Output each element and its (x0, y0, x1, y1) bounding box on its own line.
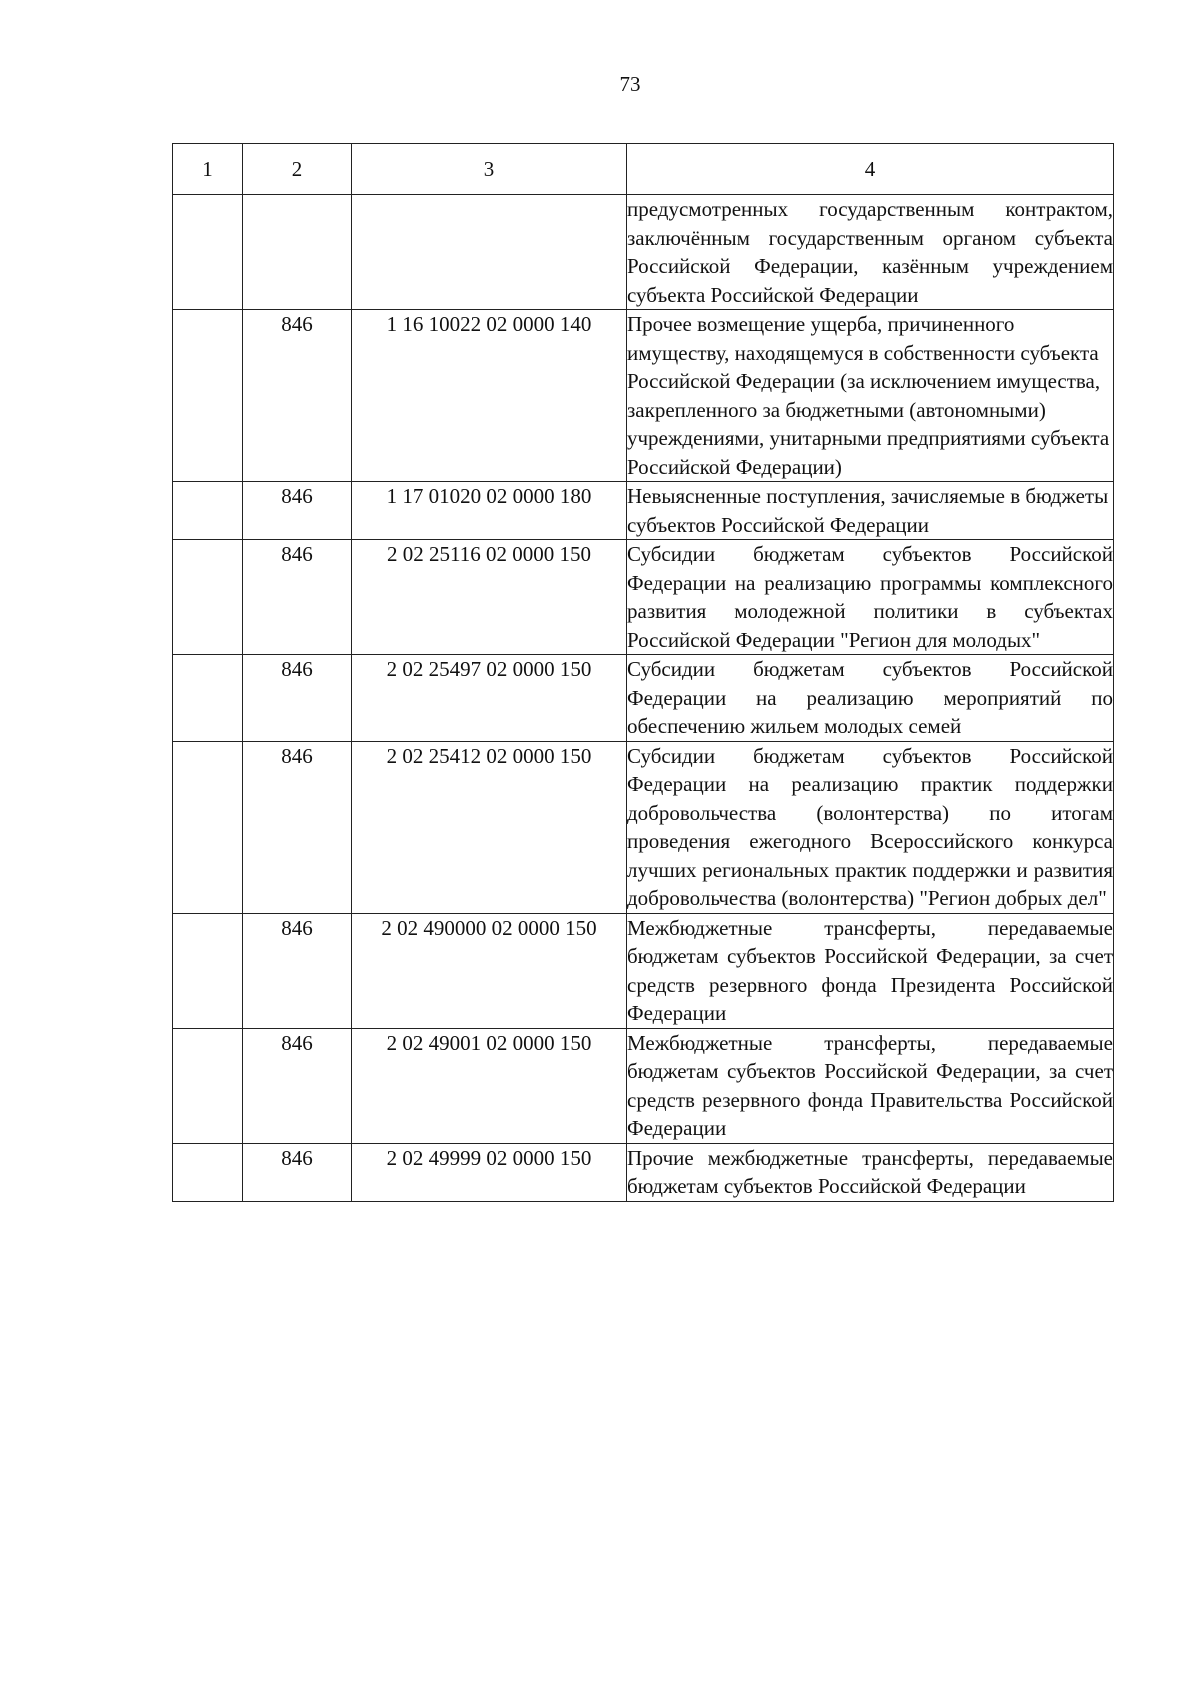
page-number: 73 (619, 72, 641, 96)
row-col-1 (173, 741, 243, 913)
budget-code: 1 16 10022 02 0000 140 (352, 310, 627, 482)
row-col-1 (173, 310, 243, 482)
table-row (173, 913, 1114, 1028)
admin-code: 846 (243, 1143, 352, 1201)
admin-code: 846 (243, 482, 352, 540)
budget-code: 2 02 49999 02 0000 150 (352, 1143, 627, 1201)
row-col-1 (173, 655, 243, 742)
admin-code: 846 (243, 1028, 352, 1143)
admin-code: 846 (243, 540, 352, 655)
header-col-2: 2 (243, 144, 352, 195)
table-row (173, 310, 1114, 482)
row-col-1 (173, 482, 243, 540)
row-col-1 (173, 913, 243, 1028)
admin-code: 846 (243, 310, 352, 482)
row-col-1 (173, 1028, 243, 1143)
budget-code: 2 02 25412 02 0000 150 (352, 741, 627, 913)
table-row (173, 1143, 1114, 1201)
row-col-1 (173, 540, 243, 655)
admin-code: 846 (243, 655, 352, 742)
table-row (173, 655, 1114, 742)
row-col-1 (173, 195, 243, 310)
revenue-description: Невыясненные поступления, зачисляемые в бюджеты субъектов Российской Федерации (627, 482, 1114, 540)
budget-code: 2 02 25497 02 0000 150 (352, 655, 627, 742)
budget-code: 2 02 49001 02 0000 150 (352, 1028, 627, 1143)
header-col-1: 1 (173, 144, 243, 195)
budget-code: 1 17 01020 02 0000 180 (352, 482, 627, 540)
revenue-description: Межбюджетные трансферты, передаваемые бюджетам субъектов Российской Федерации, за счет средств резервного фонда Президента Российской Федерации (627, 913, 1114, 1028)
revenue-description: Прочие межбюджетные трансферты, передаваемые бюджетам субъектов Российской Федерации (627, 1143, 1114, 1201)
budget-code: 2 02 25116 02 0000 150 (352, 540, 627, 655)
revenue-description: Субсидии бюджетам субъектов Российской Федерации на реализацию мероприятий по обеспечению жильем молодых семей (627, 655, 1114, 742)
admin-code (243, 195, 352, 310)
table-row (173, 1028, 1114, 1143)
revenue-description: Прочее возмещение ущерба, причиненного имуществу, находящемуся в собственности субъекта Российской Федерации (за исключением имущества, закрепленного за бюджетными (автономными) учреждениями, унитарными предприятиями субъекта Российской Федерации) (627, 310, 1114, 482)
revenue-description: Субсидии бюджетам субъектов Российской Федерации на реализацию программы комплексного развития молодежной политики в субъектах Российской Федерации "Регион для молодых" (627, 540, 1114, 655)
header-col-4: 4 (627, 144, 1114, 195)
row-col-1 (173, 1143, 243, 1201)
header-col-3: 3 (352, 144, 627, 195)
budget-code (352, 195, 627, 310)
budget-classification-table (172, 143, 1114, 1202)
budget-code: 2 02 490000 02 0000 150 (352, 913, 627, 1028)
table-row (173, 195, 1114, 310)
table-row (173, 741, 1114, 913)
table-row (173, 540, 1114, 655)
revenue-description: Межбюджетные трансферты, передаваемые бюджетам субъектов Российской Федерации, за счет средств резервного фонда Правительства Российской Федерации (627, 1028, 1114, 1143)
table-header-row (173, 144, 1114, 195)
revenue-description: Субсидии бюджетам субъектов Российской Федерации на реализацию практик поддержки добровольчества (волонтерства) по итогам проведения ежегодного Всероссийского конкурса лучших региональных практик поддержки и развития добровольчества (волонтерства) "Регион добрых дел" (627, 741, 1114, 913)
admin-code: 846 (243, 741, 352, 913)
admin-code: 846 (243, 913, 352, 1028)
revenue-description: предусмотренных государственным контрактом, заключённым государственным органом субъекта Российской Федерации, казённым учреждением субъекта Российской Федерации (627, 195, 1114, 310)
table-row (173, 482, 1114, 540)
